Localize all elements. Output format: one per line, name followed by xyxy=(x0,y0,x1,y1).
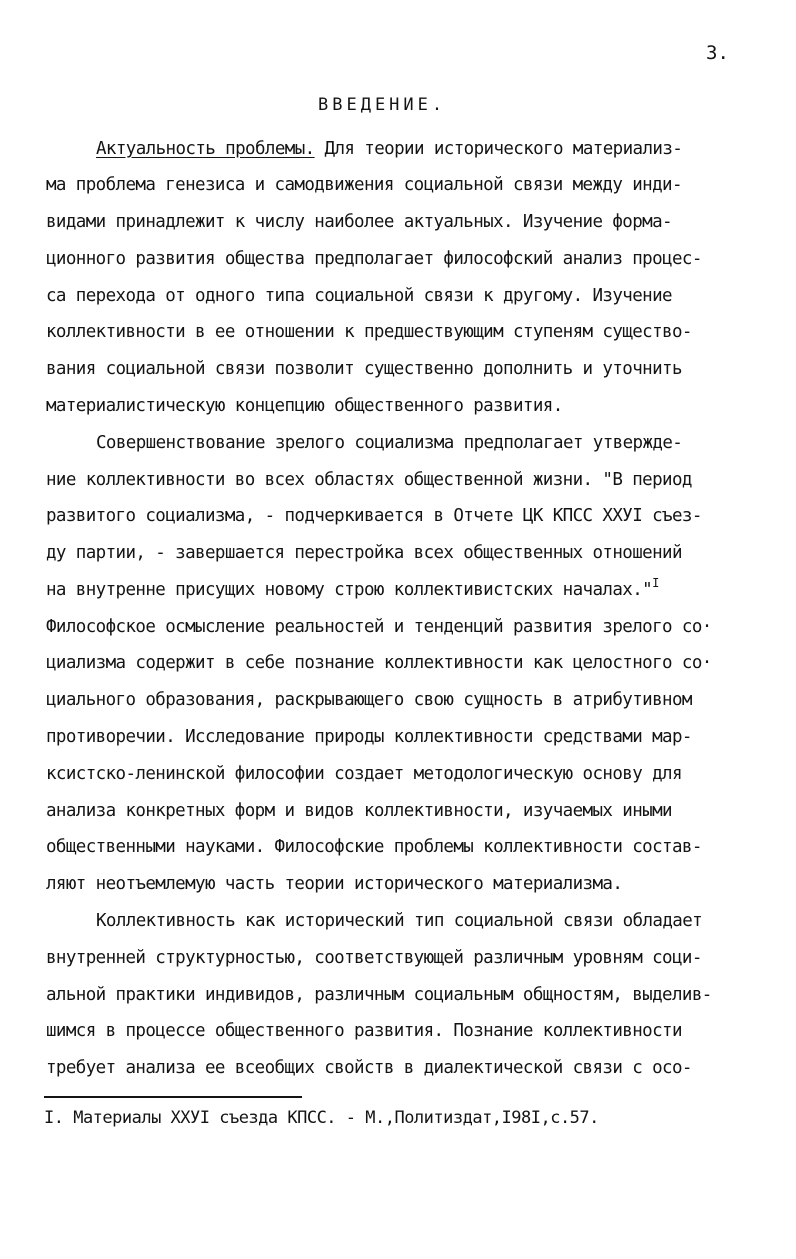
page-number: 3. xyxy=(706,42,729,64)
paragraph-2-line: ксистско-ленинской философии создает методологическую основу для xyxy=(46,764,682,784)
paragraph-3-line: требует анализа ее всеобщих свойств в диалектической связи с осо- xyxy=(46,1058,692,1078)
paragraph-2-line: ду партии, - завершается перестройка всех общественных отношений xyxy=(46,543,682,563)
paragraph-1-line: са перехода от одного типа социальной связи к другому. Изучение xyxy=(46,286,672,306)
paragraph-3-line: Коллективность как исторический тип социальной связи обладает xyxy=(96,911,703,931)
paragraph-2-line: общественными науками. Философские проблемы коллективности состав- xyxy=(46,837,702,857)
paragraph-1-line: ма проблема генезиса и самодвижения социальной связи между инди- xyxy=(46,175,682,195)
paragraph-1-line: вания социальной связи позволит существенно дополнить и уточнить xyxy=(46,359,682,379)
paragraph-1-line: видами принадлежит к числу наиболее актуальных. Изучение форма- xyxy=(46,212,672,232)
paragraph-1-line-1-rest: Для теории исторического материализ- xyxy=(314,139,683,159)
paragraph-2-line: развитого социализма, - подчеркивается в Отчете ЦК КПСС ХХУI съез- xyxy=(46,506,702,526)
footnote: I. Материалы ХХУI съезда КПСС. - М.,Политиздат,I98I,с.57. xyxy=(44,1108,599,1128)
paragraph-2-line: циального образования, раскрывающего свою сущность в атрибутивном xyxy=(46,690,692,710)
paragraph-1-line-1 xyxy=(96,138,682,160)
paragraph-2-line: циализма содержит в себе познание коллективности как целостного со· xyxy=(46,653,712,673)
section-heading: ВВЕДЕНИЕ. xyxy=(318,95,447,115)
paragraph-3-line: внутренней структурностью, соответствующей различным уровням соци- xyxy=(46,948,702,968)
paragraph-2-line: Философское осмысление реальностей и тенденций развития зрелого со· xyxy=(46,617,712,637)
paragraph-2-ref-line: на внутренне присущих новому строю коллективистских началах." xyxy=(46,580,653,600)
paragraph-2-line: Совершенствование зрелого социализма предполагает утвержде- xyxy=(96,433,683,453)
paragraph-3-line: шимся в процессе общественного развития. Познание коллективности xyxy=(46,1021,682,1041)
paragraph-2-line: противоречии. Исследование природы коллективности средствами мар- xyxy=(46,727,692,747)
paragraph-1-line: коллективности в ее отношении к предшествующим ступеням существо- xyxy=(46,322,692,342)
paragraph-1-line: материалистическую концепцию общественного развития. xyxy=(46,396,563,416)
paragraph-2-line: ляют неотъемлемую часть теории исторического материализма. xyxy=(46,874,623,894)
run-in-title: Актуальность проблемы. xyxy=(96,139,315,159)
paragraph-2-line: ние коллективности во всех областях общественной жизни. "В период xyxy=(46,470,692,490)
footnote-ref-mark: I xyxy=(652,576,659,590)
paragraph-3-line: альной практики индивидов, различным социальным общностям, выделив- xyxy=(46,985,712,1005)
paragraph-2-line: анализа конкретных форм и видов коллективности, изучаемых иными xyxy=(46,801,672,821)
paragraph-2-line-with-ref xyxy=(46,576,659,602)
paragraph-1-line: ционного развития общества предполагает философский анализ процес- xyxy=(46,249,702,269)
footnote-divider xyxy=(44,1096,302,1098)
